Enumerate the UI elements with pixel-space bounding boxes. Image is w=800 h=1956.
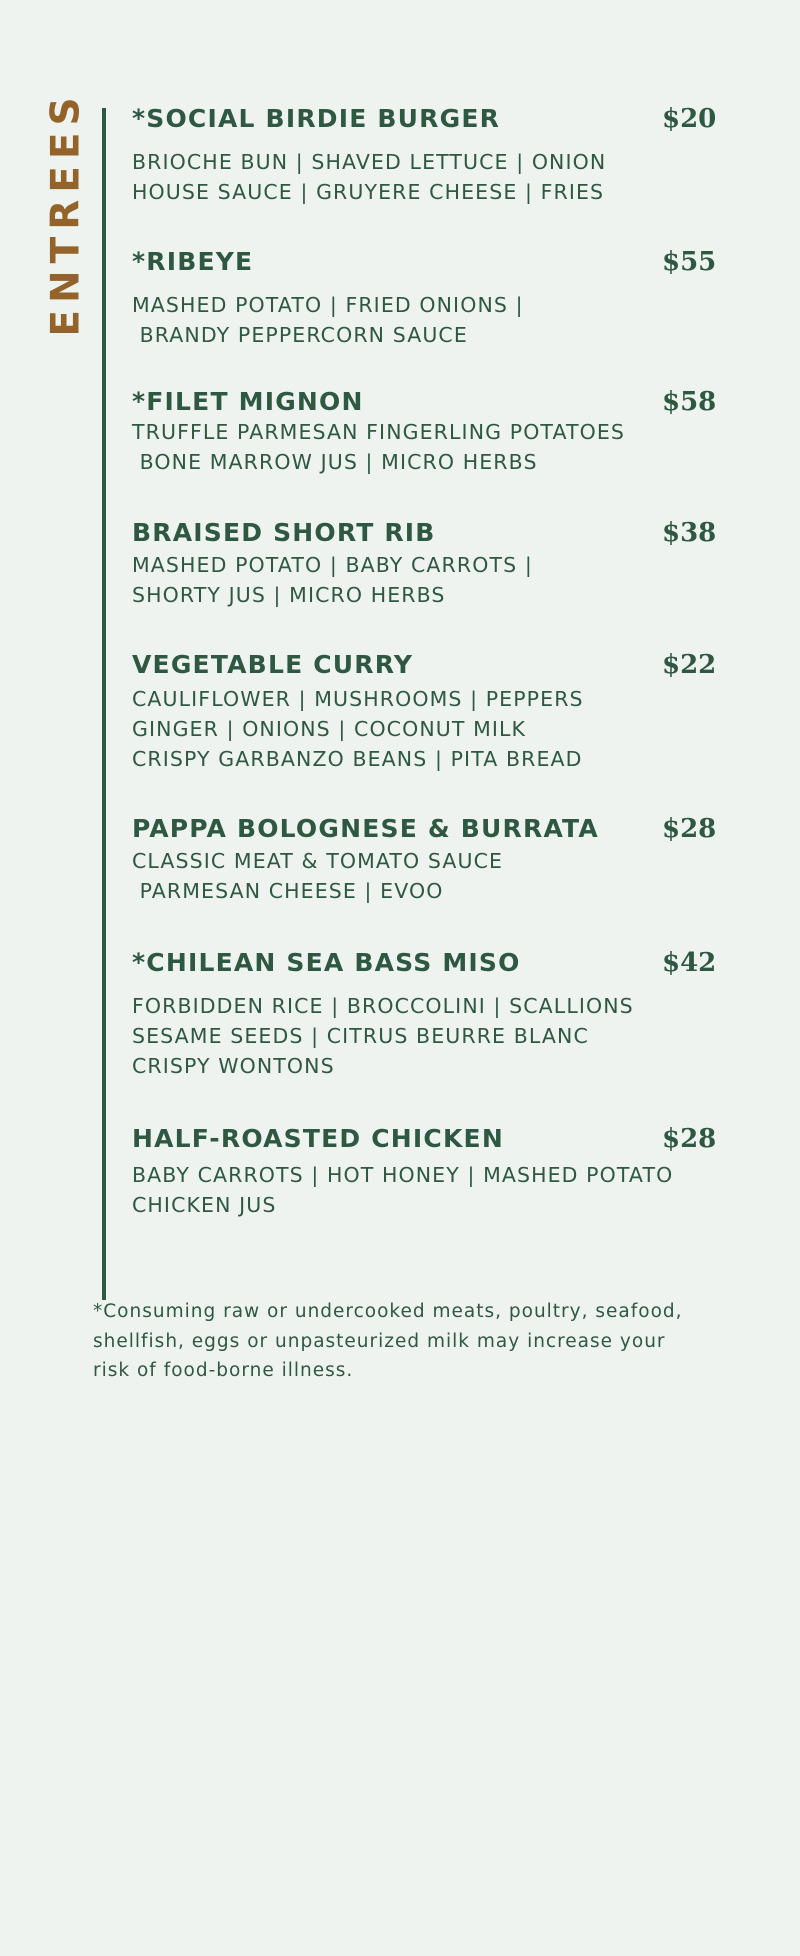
menu-item-filet-mignon: [132, 387, 722, 477]
item-price: $20: [662, 104, 717, 134]
item-name: VEGETABLE CURRY: [132, 650, 414, 679]
item-description: MASHED POTATO | FRIED ONIONS | BRANDY PEPPERCORN SAUCE: [132, 293, 524, 347]
menu-item-pappa-bolognese-burrata: [132, 814, 722, 906]
item-description: BRIOCHE BUN | SHAVED LETTUCE | ONION HOUSE SAUCE | GRUYERE CHEESE | FRIES: [132, 150, 607, 204]
item-name: PAPPA BOLOGNESE & BURRATA: [132, 814, 599, 843]
item-name: *FILET MIGNON: [132, 387, 364, 416]
item-name: HALF-ROASTED CHICKEN: [132, 1124, 504, 1153]
item-description: CLASSIC MEAT & TOMATO SAUCE PARMESAN CHEESE | EVOO: [132, 849, 504, 903]
item-price: $42: [662, 948, 717, 978]
item-name: *CHILEAN SEA BASS MISO: [132, 948, 521, 977]
menu-item-social-birdie-burger: [132, 104, 722, 207]
item-name: *RIBEYE: [132, 247, 254, 276]
item-price: $28: [662, 814, 717, 844]
menu-item-ribeye: [132, 247, 722, 350]
item-description: MASHED POTATO | BABY CARROTS | SHORTY JUS | MICRO HERBS: [132, 553, 533, 607]
item-name: *SOCIAL BIRDIE BURGER: [132, 104, 501, 133]
item-price: $22: [662, 650, 717, 680]
item-description: FORBIDDEN RICE | BROCCOLINI | SCALLIONS SESAME SEEDS | CITRUS BEURRE BLANC CRISPY WONTONS: [132, 994, 634, 1078]
item-description: BABY CARROTS | HOT HONEY | MASHED POTATO CHICKEN JUS: [132, 1163, 674, 1217]
menu-item-half-roasted-chicken: [132, 1124, 722, 1220]
vertical-divider: [102, 108, 106, 1300]
item-description: CAULIFLOWER | MUSHROOMS | PEPPERS GINGER | ONIONS | COCONUT MILK CRISPY GARBANZO BEANS | PITA BREAD: [132, 687, 584, 771]
item-description: TRUFFLE PARMESAN FINGERLING POTATOES BONE MARROW JUS | MICRO HERBS: [132, 420, 626, 474]
item-name: BRAISED SHORT RIB: [132, 518, 436, 547]
item-price: $58: [662, 387, 717, 417]
section-title-text: ENTREES: [43, 90, 89, 337]
menu-item-chilean-sea-bass-miso: [132, 948, 722, 1081]
allergy-disclaimer: *Consuming raw or undercooked meats, poultry, seafood, shellfish, eggs or unpasteurized milk may increase your risk of food-borne illness.: [93, 1301, 683, 1381]
item-price: $28: [662, 1124, 717, 1154]
menu-item-braised-short-rib: [132, 518, 722, 610]
item-price: $55: [662, 247, 717, 277]
item-price: $38: [662, 518, 717, 548]
menu-item-vegetable-curry: [132, 650, 722, 774]
section-title: [38, 90, 94, 337]
